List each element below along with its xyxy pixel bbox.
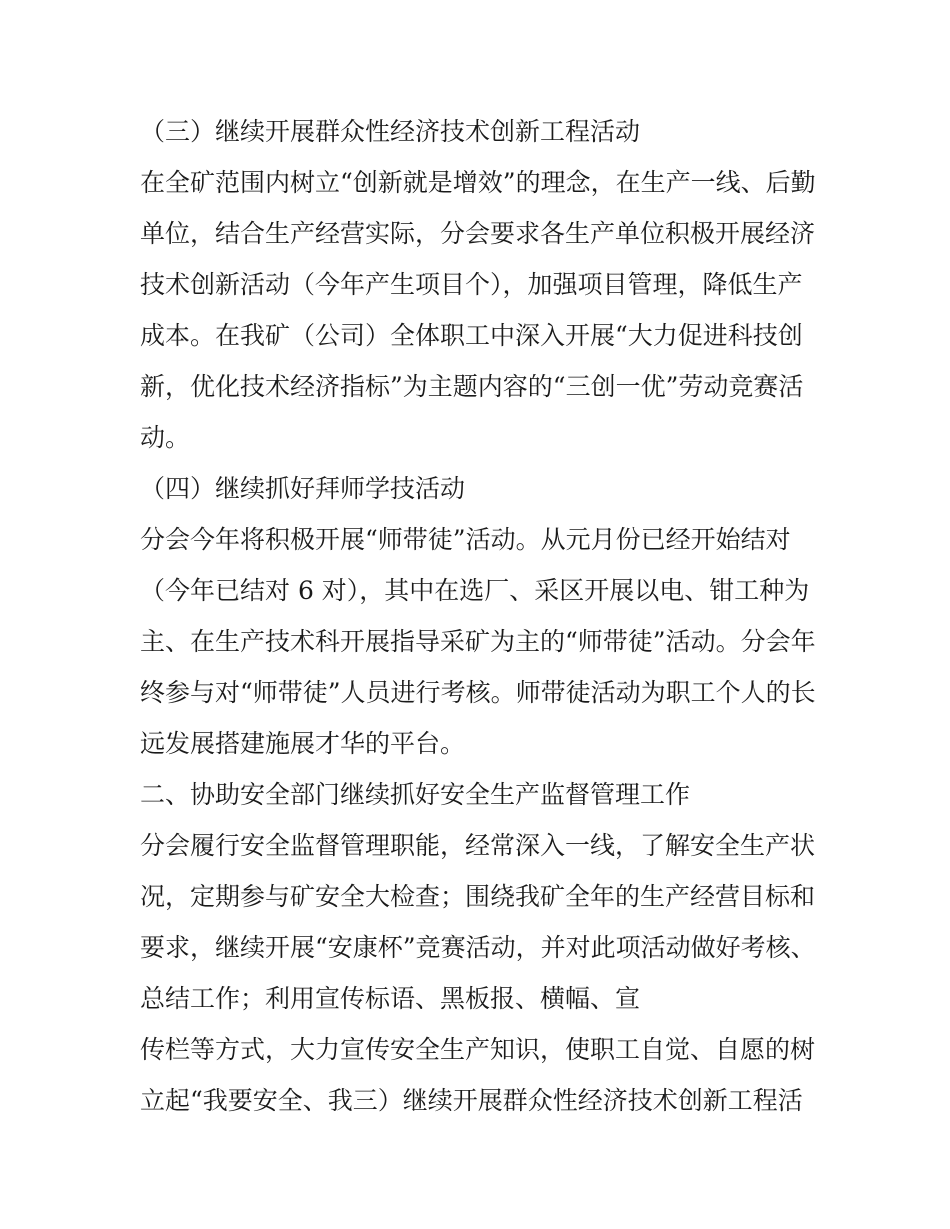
paragraph-line: （今年已结对 6 对），其中在选厂、采区开展以电、钳工种为 — [140, 576, 810, 605]
heading-section-4: （四）继续抓好拜师学技活动 — [140, 474, 466, 503]
paragraph-line: 立起“我要安全、我三）继续开展群众性经济技术创新工程活 — [140, 1086, 803, 1115]
document-body — [140, 106, 820, 1126]
heading-section-3: （三）继续开展群众性经济技术创新工程活动 — [140, 117, 641, 146]
paragraph-line: 要求，继续开展“安康杯”竞赛活动，并对此项活动做好考核、 — [140, 933, 816, 962]
paragraph-line: 终参与对“师带徒”人员进行考核。师带徒活动为职工个人的长 — [140, 678, 816, 707]
paragraph-line: 在全矿范围内树立“创新就是增效”的理念，在生产一线、后勤 — [140, 168, 816, 197]
paragraph-line: 总结工作；利用宣传标语、黑板报、横幅、宣 — [140, 984, 641, 1013]
paragraph-line: 主、在生产技术科开展指导采矿为主的“师带徒”活动。分会年 — [140, 627, 816, 656]
paragraph-line: 远发展搭建施展才华的平台。 — [140, 729, 466, 758]
paragraph-line: 动。 — [140, 423, 191, 452]
paragraph-line: 传栏等方式，大力宣传安全生产知识，使职工自觉、自愿的树 — [140, 1035, 816, 1064]
paragraph-line: 分会履行安全监督管理职能，经常深入一线，了解安全生产状 — [140, 831, 816, 860]
paragraph-line: 技术创新活动（今年产生项目个），加强项目管理，降低生产 — [140, 270, 803, 299]
heading-part-2: 二、协助安全部门继续抓好安全生产监督管理工作 — [140, 780, 691, 809]
paragraph-line: 单位，结合生产经营实际，分会要求各生产单位积极开展经济 — [140, 219, 816, 248]
paragraph-line: 成本。在我矿（公司）全体职工中深入开展“大力促进科技创 — [140, 321, 803, 350]
paragraph-line: 新，优化技术经济指标”为主题内容的“三创一优”劳动竞赛活 — [140, 372, 804, 401]
paragraph-line: 分会今年将积极开展“师带徒”活动。从元月份已经开始结对 — [140, 525, 791, 554]
paragraph-line: 况，定期参与矿安全大检查；围绕我矿全年的生产经营目标和 — [140, 882, 816, 911]
